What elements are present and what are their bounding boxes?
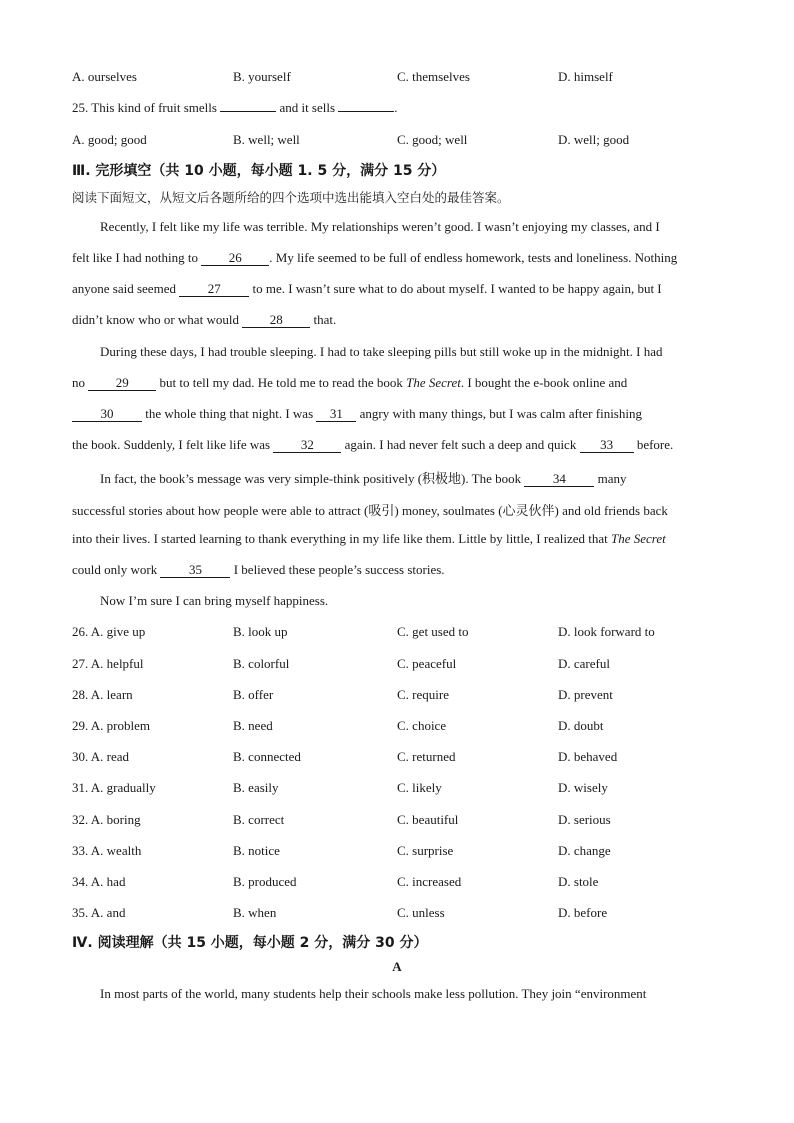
option-d[interactable]: D. doubt (558, 718, 604, 733)
option-d[interactable]: D. serious (558, 812, 611, 827)
passage-line: Recently, I felt like my life was terrible. My relationships weren’t good. I wasn’t enjoying my classes, and I (100, 219, 660, 234)
passage-line: Now I’m sure I can bring myself happiness. (100, 593, 329, 608)
q24-option-d[interactable]: D. himself (558, 69, 613, 84)
option-c[interactable]: C. increased (397, 874, 462, 889)
option-b[interactable]: B. produced (233, 874, 297, 889)
option-b[interactable]: B. offer (233, 687, 274, 702)
blank-30: 30 (72, 407, 142, 422)
blank-27: 27 (179, 282, 249, 297)
q25-stem (72, 100, 398, 116)
option-d[interactable]: D. change (558, 843, 611, 858)
option-c[interactable]: C. peaceful (397, 656, 457, 671)
passage-line: During these days, I had trouble sleeping. I had to take sleeping pills but still woke up in the midnight. I had (100, 344, 663, 359)
q25-stem-part: . (394, 100, 398, 115)
text-run: before. (633, 437, 674, 452)
option-b[interactable]: B. colorful (233, 656, 290, 671)
option-c[interactable]: C. unless (397, 905, 445, 920)
q25-blank-2 (338, 111, 394, 112)
option-a[interactable]: 30. A. read (72, 749, 130, 764)
passage-label-a: A (392, 959, 402, 974)
option-d[interactable]: D. wisely (558, 780, 608, 795)
text-run: into their lives. I started learning to thank everything in my life like them. Little by little, I realized that (72, 531, 611, 546)
passage-line: successful stories about how people were able to attract (吸引) money, soulmates (心灵伙伴) and old friends back (72, 503, 668, 518)
blank-33: 33 (580, 438, 634, 453)
passage-line (72, 375, 627, 391)
option-d[interactable]: D. stole (558, 874, 599, 889)
q24-options (0, 69, 794, 89)
passage-line (72, 531, 666, 547)
option-d[interactable]: D. behaved (558, 749, 618, 764)
option-a[interactable]: 31. A. gradually (72, 780, 156, 795)
text-run: to me. I wasn’t sure what to do about myself. I wanted to be happy again, but I (249, 281, 662, 296)
question-34 (0, 874, 794, 894)
question-26 (0, 624, 794, 644)
option-b[interactable]: B. when (233, 905, 277, 920)
section-3-title: Ⅲ. 完形填空（共 10 小题，每小题 1. 5 分，满分 15 分） (72, 163, 446, 179)
option-d[interactable]: D. prevent (558, 687, 613, 702)
text-run: didn’t know who or what would (72, 312, 243, 327)
option-b[interactable]: B. easily (233, 780, 279, 795)
q25-blank-1 (220, 111, 276, 112)
blank-26: 26 (201, 251, 269, 266)
q25-option-b[interactable]: B. well; well (233, 132, 300, 147)
option-b[interactable]: B. look up (233, 624, 288, 639)
option-a[interactable]: 27. A. helpful (72, 656, 144, 671)
text-run: no (72, 375, 89, 390)
blank-34: 34 (524, 472, 594, 487)
passage-line (72, 437, 673, 453)
text-run: . I bought the e-book online and (460, 375, 628, 390)
passage-line (72, 250, 677, 266)
question-30 (0, 749, 794, 769)
option-c[interactable]: C. require (397, 687, 449, 702)
book-title: The Secret (406, 375, 461, 390)
text-run: angry with many things, but I was calm after finishing (356, 406, 642, 421)
question-28 (0, 687, 794, 707)
blank-35: 35 (160, 563, 230, 578)
option-a[interactable]: 26. A. give up (72, 624, 146, 639)
text-run: . My life seemed to be full of endless homework, tests and loneliness. Nothing (269, 250, 678, 265)
option-c[interactable]: C. surprise (397, 843, 454, 858)
option-c[interactable]: C. returned (397, 749, 456, 764)
question-35 (0, 905, 794, 925)
text-run: I believed these people’s success stories. (230, 562, 445, 577)
text-run: the whole thing that night. I was (142, 406, 317, 421)
option-d[interactable]: D. look forward to (558, 624, 655, 639)
blank-29: 29 (88, 376, 156, 391)
section-4-title: Ⅳ. 阅读理解（共 15 小题，每小题 2 分，满分 30 分） (72, 935, 428, 951)
text-run: felt like I had nothing to (72, 250, 202, 265)
option-c[interactable]: C. choice (397, 718, 447, 733)
option-d[interactable]: D. careful (558, 656, 610, 671)
blank-31: 31 (316, 407, 356, 422)
blank-28: 28 (242, 313, 310, 328)
text-run: but to tell my dad. He told me to read the book (156, 375, 407, 390)
q25-stem-part: and it sells (276, 100, 339, 115)
option-b[interactable]: B. correct (233, 812, 285, 827)
q24-option-b[interactable]: B. yourself (233, 69, 291, 84)
q25-option-d[interactable]: D. well; good (558, 132, 630, 147)
passage-line (72, 562, 445, 578)
option-c[interactable]: C. get used to (397, 624, 469, 639)
passage-line (72, 312, 336, 328)
option-a[interactable]: 33. A. wealth (72, 843, 142, 858)
reading-passage-line: In most parts of the world, many students help their schools make less pollution. They join “environment (100, 986, 647, 1001)
option-b[interactable]: B. need (233, 718, 273, 733)
text-run: many (594, 471, 627, 486)
option-b[interactable]: B. connected (233, 749, 301, 764)
option-a[interactable]: 35. A. and (72, 905, 126, 920)
option-c[interactable]: C. beautiful (397, 812, 459, 827)
option-a[interactable]: 28. A. learn (72, 687, 133, 702)
blank-32: 32 (273, 438, 341, 453)
question-27 (0, 656, 794, 676)
section-3-instruction: 阅读下面短文，从短文后各题所给的四个选项中选出能填入空白处的最佳答案。 (72, 190, 510, 205)
option-c[interactable]: C. likely (397, 780, 442, 795)
option-a[interactable]: 32. A. boring (72, 812, 141, 827)
q25-stem-part: 25. This kind of fruit smells (72, 100, 221, 115)
passage-line (72, 281, 662, 297)
text-run: In fact, the book’s message was very simple-think positively (积极地). The book (100, 471, 525, 486)
q25-option-a[interactable]: A. good; good (72, 132, 147, 147)
option-d[interactable]: D. before (558, 905, 608, 920)
text-run: anyone said seemed (72, 281, 180, 296)
book-title: The Secret (611, 531, 666, 546)
option-a[interactable]: 34. A. had (72, 874, 126, 889)
q25-options (0, 132, 794, 152)
question-29 (0, 718, 794, 738)
text-run: again. I had never felt such a deep and quick (341, 437, 580, 452)
question-31 (0, 780, 794, 800)
q24-option-a[interactable]: A. ourselves (72, 69, 137, 84)
option-a[interactable]: 29. A. problem (72, 718, 150, 733)
question-33 (0, 843, 794, 863)
text-run: that. (310, 312, 337, 327)
q25-option-c[interactable]: C. good; well (397, 132, 468, 147)
passage-line (100, 468, 627, 487)
text-run: the book. Suddenly, I felt like life was (72, 437, 274, 452)
option-b[interactable]: B. notice (233, 843, 280, 858)
text-run: could only work (72, 562, 161, 577)
question-32 (0, 812, 794, 832)
passage-line (72, 406, 642, 422)
q24-option-c[interactable]: C. themselves (397, 69, 470, 84)
